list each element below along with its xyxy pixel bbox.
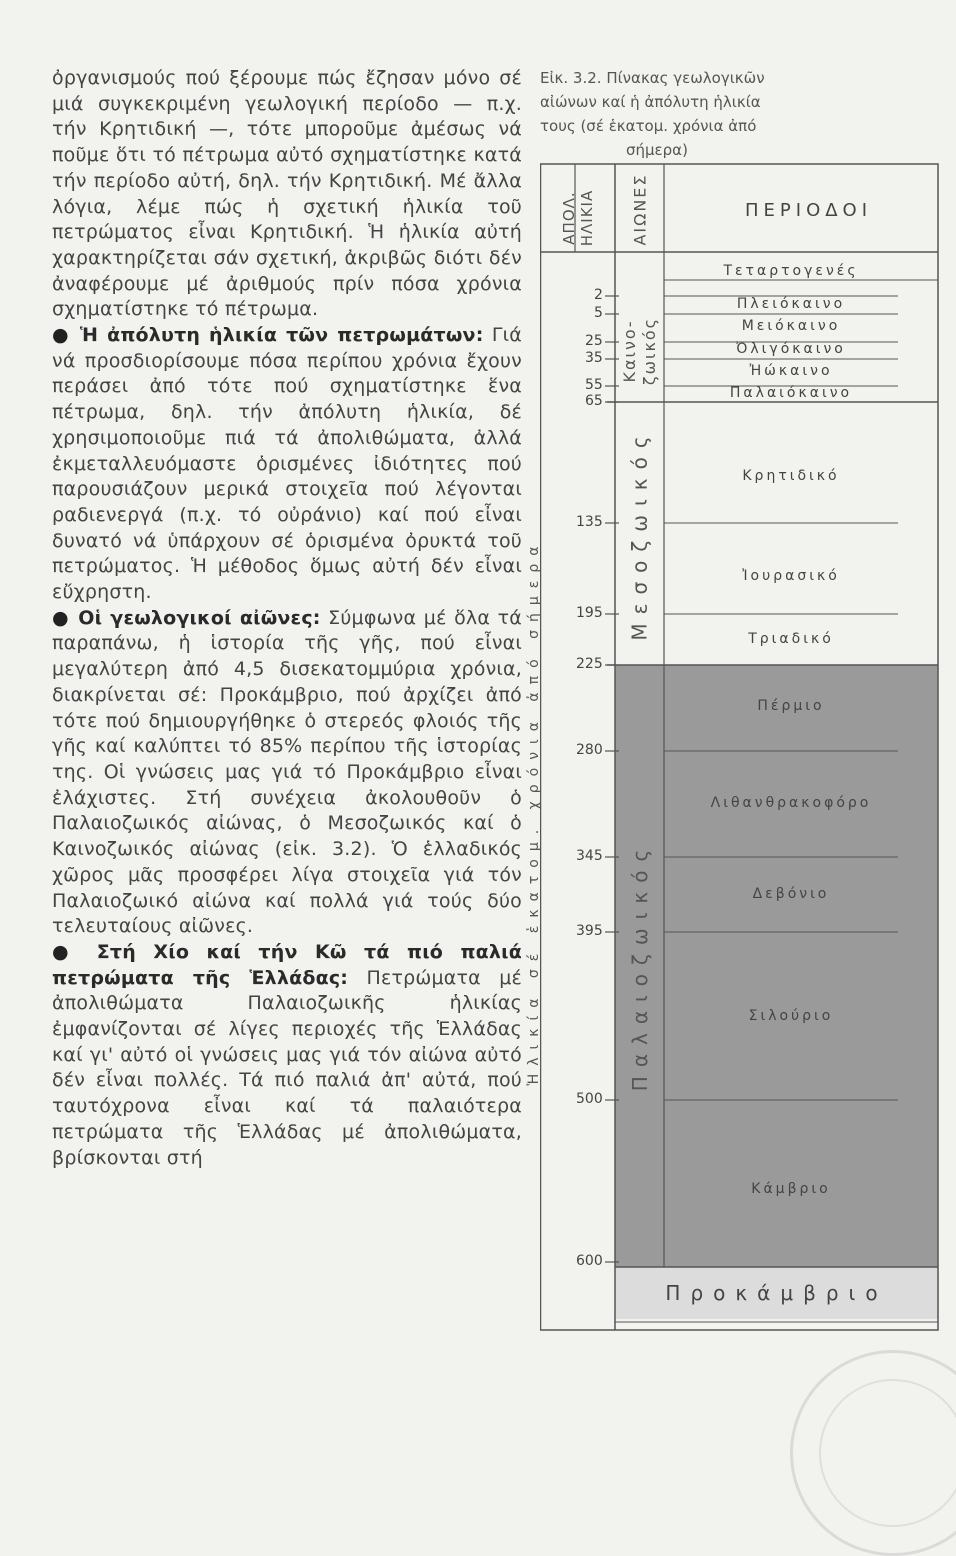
period-label-1: Πλειόκαινο xyxy=(736,296,846,312)
header-age: ΑΠΟΛ. ΗΛΙΚΙΑ xyxy=(559,189,596,247)
age-label-5: 5 xyxy=(594,305,603,321)
caption-line-4: σήμερα) xyxy=(626,141,688,159)
age-label-395: 395 xyxy=(576,923,603,939)
period-label-10: Λιθανθρακοφόρο xyxy=(710,795,872,811)
heading-geologic-eras: Οἱ γεωλογικοί αἰῶνες: xyxy=(78,606,321,629)
age-label-135: 135 xyxy=(576,514,603,530)
age-label-600: 600 xyxy=(576,1253,603,1269)
age-label-280: 280 xyxy=(576,742,603,758)
period-label-6: Κρητιδικό xyxy=(742,468,840,484)
age-label-55: 55 xyxy=(585,377,603,393)
caption-line-2: αἰώνων καί ἡ ἀπόλυτη ἡλικία xyxy=(540,93,761,111)
bullet-icon: ● xyxy=(52,940,97,963)
age-label-195: 195 xyxy=(576,605,603,621)
figure-caption xyxy=(540,66,800,162)
age-label-65: 65 xyxy=(585,393,603,409)
period-label-7: Ἰουρασικό xyxy=(742,568,840,584)
caption-line-3: τους (σέ ἑκατομ. χρόνια ἀπό xyxy=(540,117,757,135)
heading-absolute-age: Ἡ ἀπόλυτη ἡλικία τῶν πετρωμάτων: xyxy=(79,324,484,347)
precambrian-label: Προκάμβριο xyxy=(665,1281,888,1305)
bullet-icon: ● xyxy=(52,606,79,629)
period-label-13: Κάμβριο xyxy=(751,1181,831,1197)
vertical-axis-label: Ἡλικία σέ ἑκατομ. χρόνια ἀπό σήμερα xyxy=(526,538,542,1086)
period-label-3: Ὀλιγόκαινο xyxy=(736,341,846,357)
period-label-5: Παλαιόκαινο xyxy=(729,385,853,401)
paragraph-chios-kos xyxy=(52,940,522,1171)
caption-line-1: Εἰκ. 3.2. Πίνακας γεωλογικῶν xyxy=(540,69,765,87)
geologic-time-table xyxy=(526,162,940,1332)
paragraph-absolute-age xyxy=(52,323,522,606)
age-label-225: 225 xyxy=(576,656,603,672)
body-text-column xyxy=(52,66,522,1171)
absolute-age-text: Γιά νά προσδιορίσουμε πόσα περίπου χρόνια ἔχουν περάσει ἀπό τότε πού σχηματίστηκε ἕνα πέτρωμα, δηλ. τήν ἀπόλυτη ἡλικία, δέ χρησιμοποιοῦμε πιά τά ἀπολιθώματα, ἀλλά ἐκμεταλλευόμαστε ὁρισμένες ἰδιότητες πού παρουσιάζουν μερικά στοιχεῖα πού λέγονται ραδιενεργά (π.χ. τό οὐράνιο) καί πού εἶναι δυνατό νά ὑπάρχουν σέ ὁρισμένα ὀρυκτά τοῦ πετρώματος. Ἡ μέθοδος ὅμως αὐτή δέν εἶναι εὔχρηστη. xyxy=(52,324,523,604)
period-label-9: Πέρμιο xyxy=(757,698,825,714)
heading-chios-kos: Στή Χίο καί τήν Κῶ τά πιό παλιά πετρώματα τῆς Ἑλλάδας: xyxy=(52,940,523,989)
period-label-11: Δεβόνιο xyxy=(752,886,830,902)
geologic-eras-text: Σύμφωνα μέ ὅλα τά παραπάνω, ἡ ἱστορία τῆς γῆς, πού εἶναι μεγαλύτερη ἀπό 4,5 δισεκατομμύρια χρόνια, διακρίνεται σέ: Προκάμβριο, πού ἀρχίζει ἀπό τότε πού δημιουργήθηκε ὁ στερεός φλοιός τῆς γῆς καί καλύπτει τό 85% περίπου τῆς ἱστορίας της. Οἱ γνώσεις μας γιά τό Προκάμβριο εἶναι ἐλάχιστες. Στή συνέχεια ἀκολουθοῦν ὁ Παλαιοζωικός αἰώνας, ὁ Μεσοζωικός καί ὁ Καινοζωικός αἰώνας (εἰκ. 3.2). Ὁ ἑλλαδικός χῶρος μᾶς προσφέρει λίγα στοιχεῖα γιά τόν Παλαιοζωικό αἰώνα καί πολλά γιά τούς δύο τελευταίους αἰῶνες. xyxy=(52,606,522,938)
period-label-0: Τεταρτογενές xyxy=(723,263,859,279)
age-label-345: 345 xyxy=(576,848,603,864)
paragraph-relative-age: ὀργανισμούς πού ξέρουμε πώς ἔζησαν μόνο σέ μιά συγκεκριμένη γεωλογική περίοδο — π.χ. τήν Κρητιδική —, τότε μποροῦμε ἀμέσως νά ποῦμε ὅτι τό πέτρωμα αὐτό σχηματίστηκε κατά τήν περίοδο αὐτή, δηλ. τήν Κρητιδική. Μέ ἄλλα λόγια, λέμε πώς ἡ σχετική ἡλικία τοῦ πετρώματος εἶναι Κρητιδική. Ἡ ἡλικία αὐτή χαρακτηρίζεται σάν σχετική, ἀκριβῶς διότι δέν ἀναφέρουμε μέ ἀριθμούς πρίν πόσα χρόνια σχηματίστηκε τό πέτρωμα. xyxy=(52,67,522,321)
period-label-12: Σιλούριο xyxy=(748,1008,834,1024)
era-label-2: Παλαιοζωικός xyxy=(627,840,652,1092)
header-periods: ΠΕΡΙΟΔΟΙ xyxy=(745,200,873,221)
era-label-0: Καινο- ζωικός xyxy=(619,316,659,386)
paragraph-geologic-eras xyxy=(52,606,522,940)
chios-kos-text: Πετρώματα μέ ἀπολιθώματα Παλαιοζωικῆς ἡλικίας ἐμφανίζονται σέ λίγες περιοχές τῆς Ἑλλάδας καί γι' αὐτό οἱ γνώσεις μας γιά τόν αἰώνα αὐτό δέν εἶναι πολλές. Τά πιό παλιά ἀπ' αὐτά, πού ταυτόχρονα εἶναι καί τά παλαιότερα πετρώματα τῆς Ἑλλάδας μέ ἀπολιθώματα, βρίσκονται στή xyxy=(52,966,523,1169)
era-label-1: Μεσοζωικός xyxy=(627,426,652,641)
header-eras: ΑΙΩΝΕΣ xyxy=(630,173,649,246)
age-label-2: 2 xyxy=(594,287,603,303)
period-label-8: Τριαδικό xyxy=(748,631,834,647)
age-label-25: 25 xyxy=(585,333,603,349)
bullet-icon: ● xyxy=(52,324,80,347)
library-stamp-icon xyxy=(790,1350,956,1556)
age-label-500: 500 xyxy=(576,1091,603,1107)
period-label-4: Ἠώκαινο xyxy=(749,363,833,379)
period-label-2: Μειόκαινο xyxy=(741,318,841,334)
age-label-35: 35 xyxy=(585,350,603,366)
